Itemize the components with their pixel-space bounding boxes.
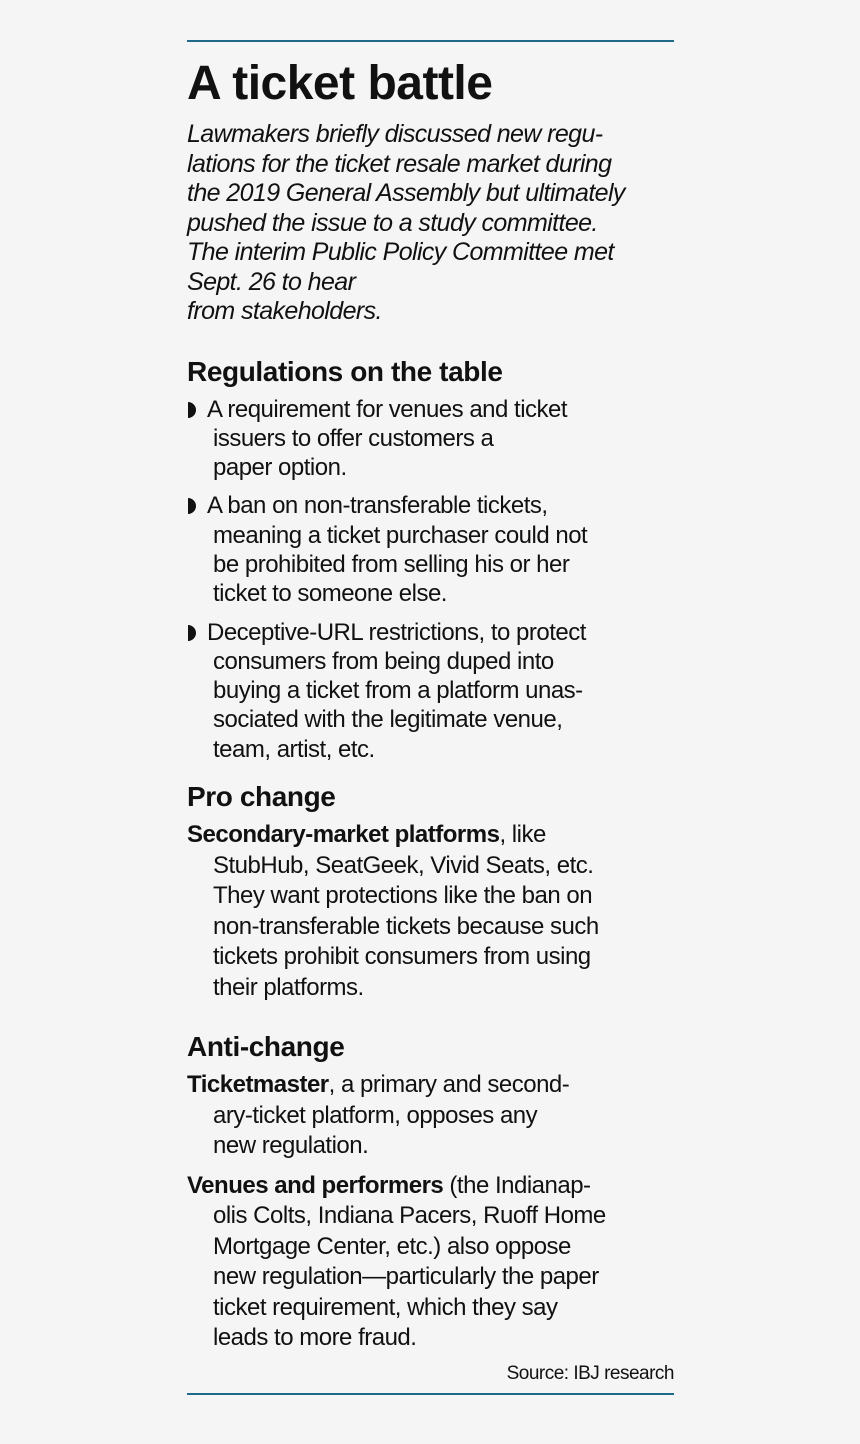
list-item [187, 491, 674, 608]
bullet-line: ticket to someone else. [213, 580, 447, 608]
entry-lead-rest: , like [499, 821, 546, 849]
entry-line: tickets prohibit consumers from using [213, 943, 591, 971]
bullet-line: Deceptive-URL restrictions, to protect [207, 618, 586, 646]
intro-line: Lawmakers briefly discussed new regu- [187, 120, 603, 148]
entry-line: ary-ticket platform, opposes any [213, 1101, 538, 1129]
list-item [187, 618, 674, 764]
regulations-heading: Regulations on the table [187, 355, 503, 387]
entry-line: Mortgage Center, etc.) also oppose [213, 1232, 571, 1260]
bullet-line: team, artist, etc. [213, 735, 375, 763]
entry-lead: Secondary-market platforms [187, 821, 500, 849]
intro-line: the 2019 General Assembly but ultimately [187, 179, 625, 207]
regulations-list [187, 395, 674, 765]
entry-line: ticket requirement, which they say [213, 1293, 558, 1321]
intro-line: lations for the ticket resale market during [187, 149, 612, 178]
anti-change-entry [187, 1070, 674, 1162]
bullet-line: issuers to offer customers a [213, 424, 494, 452]
anti-change-entry [187, 1171, 674, 1354]
intro-line: Sept. 26 to hear [187, 267, 356, 296]
bullet-line: consumers from being duped into [213, 647, 554, 675]
entry-line: new regulation. [213, 1132, 369, 1160]
entry-line: olis Colts, Indiana Pacers, Ruoff Home [213, 1202, 606, 1230]
source-credit: Source: IBJ research [506, 1362, 674, 1384]
intro-paragraph [187, 120, 674, 327]
pro-change-entry [187, 820, 674, 1003]
intro-line: The interim Public Policy Committee met [187, 238, 614, 266]
infographic-panel [187, 40, 674, 1395]
bullet-line: be prohibited from selling his or her [213, 550, 570, 578]
entry-line: new regulation—particularly the paper [213, 1263, 599, 1291]
intro-line: pushed the issue to a study committee. [187, 208, 598, 237]
entry-line: non-transferable tickets because such [213, 912, 599, 940]
bullet-line: buying a ticket from a platform unas- [213, 677, 583, 705]
entry-line: They want protections like the ban on [213, 882, 593, 910]
bullet-line: A requirement for venues and ticket [207, 395, 568, 423]
entry-lead: Venues and performers [187, 1171, 444, 1199]
bullet-line: sociated with the legitimate venue, [213, 706, 563, 734]
entry-lead-rest: (the Indianap- [443, 1171, 591, 1199]
entry-first-line [187, 1171, 674, 1202]
entry-first-line [187, 820, 674, 851]
section-spacer [187, 1012, 674, 1030]
entry-lead: Ticketmaster [187, 1071, 329, 1099]
bullet-line: meaning a ticket purchaser could not [213, 521, 588, 549]
pro-change-heading: Pro change [187, 781, 336, 813]
entry-line: their platforms. [213, 973, 364, 1001]
anti-change-heading: Anti-change [187, 1031, 345, 1063]
entry-line: StubHub, SeatGeek, Vivid Seats, etc. [213, 851, 594, 879]
top-rule [187, 40, 674, 42]
bottom-rule [187, 1393, 674, 1395]
entry-lead-rest: , a primary and second- [328, 1071, 570, 1099]
list-item [187, 395, 674, 483]
bullet-line: paper option. [213, 454, 347, 482]
intro-line: from stakeholders. [187, 297, 382, 325]
entry-first-line [187, 1070, 674, 1101]
page-title: A ticket battle [187, 57, 493, 110]
bullet-line: A ban on non-transferable tickets, [207, 492, 548, 520]
entry-line: leads to more fraud. [213, 1324, 417, 1352]
